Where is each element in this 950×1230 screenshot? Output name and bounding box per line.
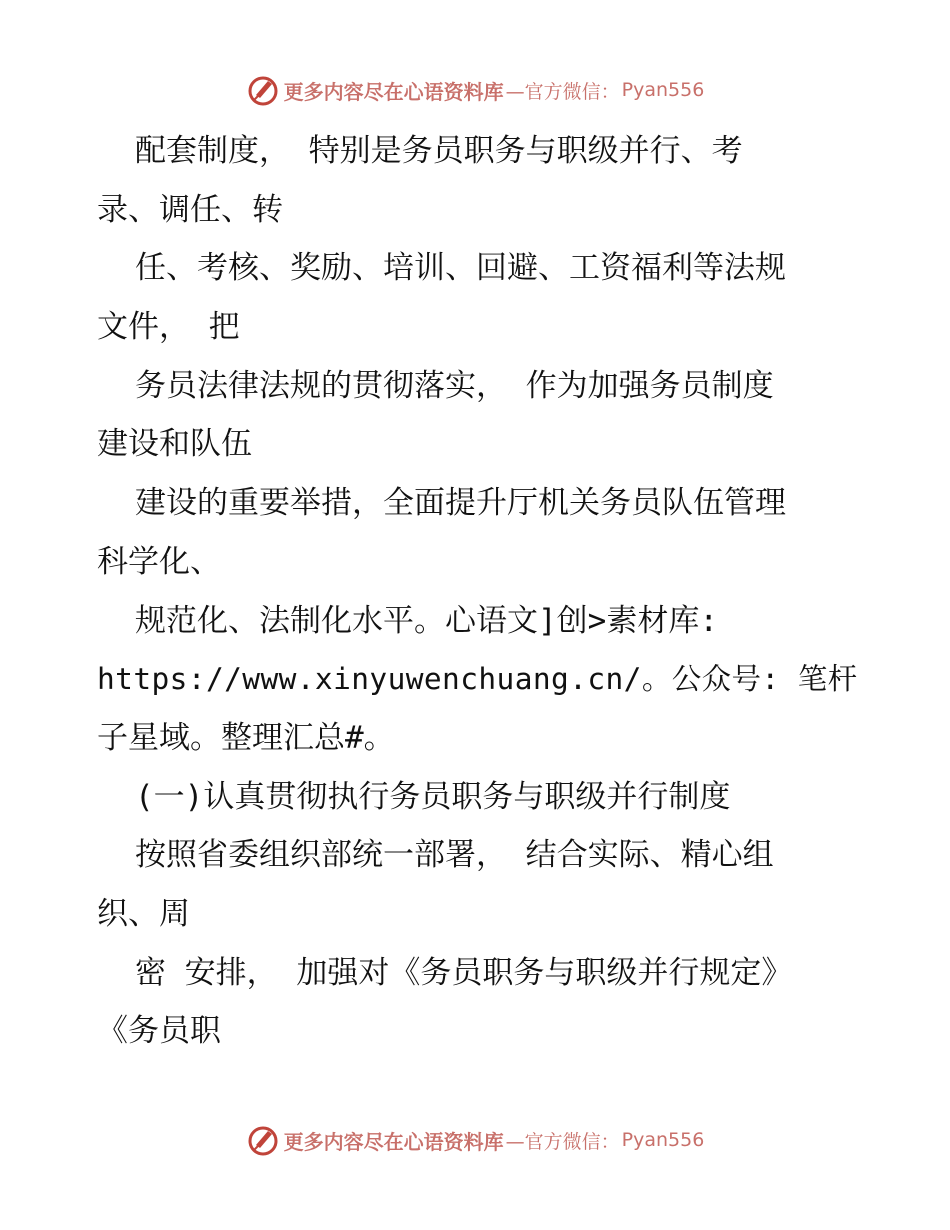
text-line: 子星域。整理汇总#。 bbox=[97, 719, 395, 756]
text-line: 任、考核、奖励、培训、回避、工资福利等法规 bbox=[135, 250, 786, 287]
banner-wechat-label: —官方微信： bbox=[505, 80, 620, 103]
text-line: 文件， 把 bbox=[97, 309, 240, 346]
text-line: 密 安排， 加强对《务员职务与职级并行规定》 bbox=[135, 954, 793, 991]
banner-wechat-id: Pyan556 bbox=[621, 79, 705, 101]
section-heading: (一)认真贯彻执行务员职务与职级并行制度 bbox=[135, 778, 731, 815]
banner-wechat-id: Pyan556 bbox=[621, 1129, 705, 1151]
text-line: 配套制度， 特别是务员职务与职级并行、考 bbox=[135, 133, 743, 169]
text-line: 织、周 bbox=[97, 895, 190, 932]
banner-wechat-label: —官方微信： bbox=[505, 1130, 620, 1153]
text-line: 规范化、法制化水平。心语文]创>素材库: bbox=[135, 602, 718, 639]
text-line: 《务员职 bbox=[97, 1013, 221, 1050]
header-watermark bbox=[0, 70, 950, 110]
banner-brand-text: 更多内容尽在心语资料库 bbox=[283, 79, 504, 104]
document-body bbox=[97, 122, 857, 1061]
text-line: 建设的重要举措，全面提升厅机关务员队伍管理 bbox=[135, 485, 786, 522]
text-line-url: https://www.xinyuwenchuang.cn/。公众号: 笔杆 bbox=[97, 662, 858, 697]
banner-brand-text: 更多内容尽在心语资料库 bbox=[283, 1129, 504, 1154]
text-line: 科学化、 bbox=[97, 543, 221, 580]
text-line: 按照省委组织部统一部署， 结合实际、精心组 bbox=[135, 837, 774, 874]
text-line: 务员法律法规的贯彻落实， 作为加强务员制度 bbox=[135, 367, 774, 404]
brand-logo-icon bbox=[246, 73, 280, 107]
footer-watermark bbox=[0, 1120, 950, 1160]
text-line: 录、调任、转 bbox=[97, 191, 283, 228]
brand-logo-icon bbox=[246, 1123, 280, 1157]
text-line: 建设和队伍 bbox=[97, 426, 252, 463]
